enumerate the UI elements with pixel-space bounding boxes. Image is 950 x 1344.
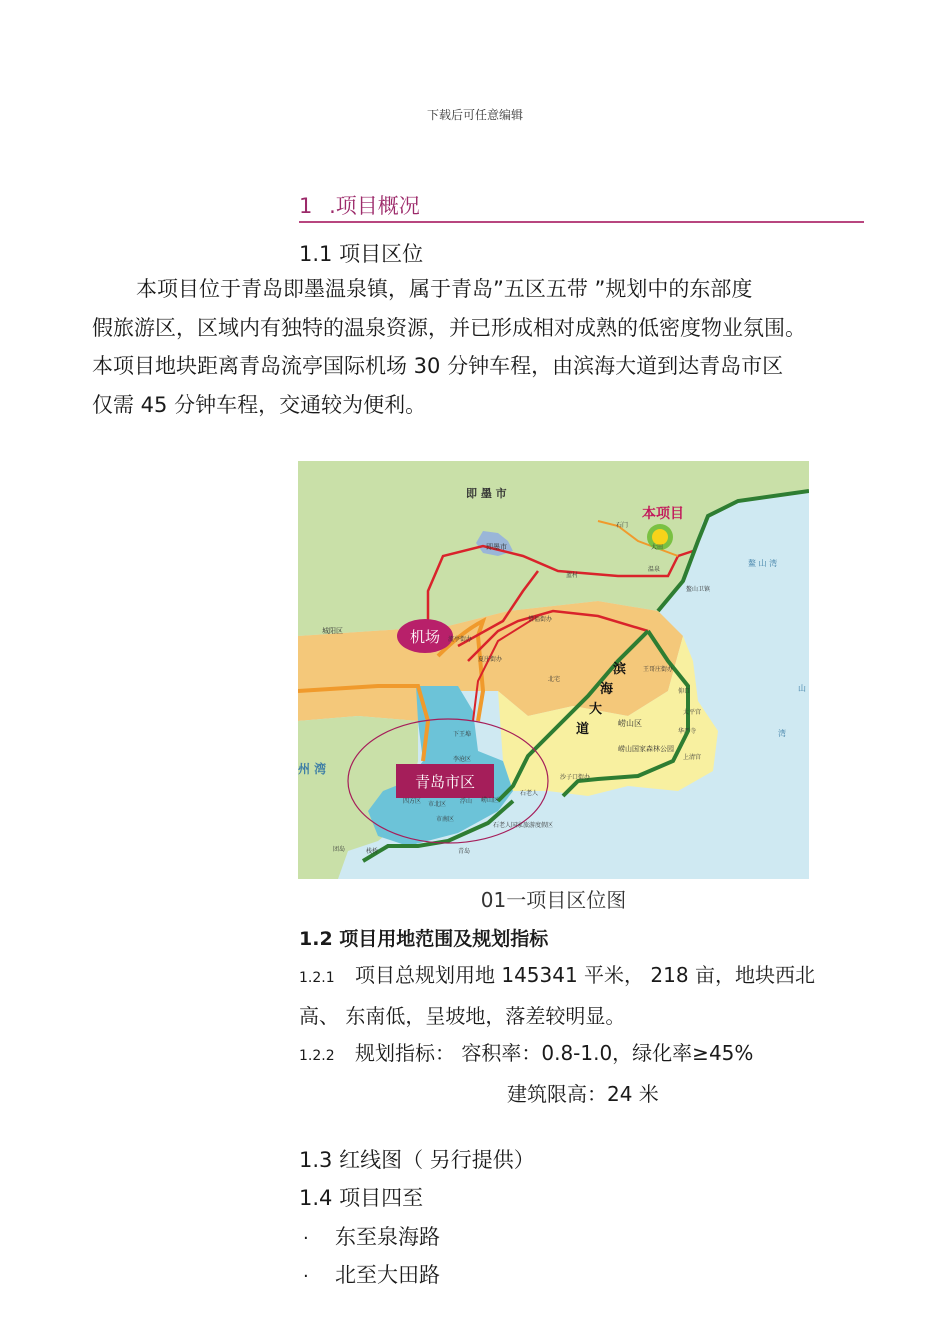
planning-item-2-line1 <box>299 1034 879 1075</box>
map-town-label: 王哥庄街办 <box>643 666 674 673</box>
map-project-icon <box>652 529 668 545</box>
map-label-binhai-road: 大 <box>589 702 603 717</box>
map-town-label: 太平宫 <box>683 709 702 716</box>
map-town-label: 青岛 <box>458 848 471 855</box>
map-label-aoshan-bay: 鳌 山 湾 <box>748 559 778 568</box>
map-label-jimo-city: 即 墨 市 <box>466 487 507 500</box>
map-town-label: 温泉 <box>648 566 661 573</box>
header-note: 下载后可任意编辑 <box>426 108 523 122</box>
location-map <box>298 461 809 879</box>
map-label-binhai-road: 海 <box>600 682 614 697</box>
item-text: 规划指标： 容积率：0.8-1.0，绿化率≥45% <box>355 1041 754 1065</box>
map-town-label: 上清宫 <box>683 754 702 761</box>
heading-1-1: 1.1 项目区位 <box>299 242 424 266</box>
map-label-jimo: 即墨市 <box>486 543 507 551</box>
paragraph-location <box>92 270 882 424</box>
map-town-label: 沙子口街办 <box>560 774 591 781</box>
map-label-binhai-road: 滨 <box>613 662 627 677</box>
map-town-label: 蓝村 <box>566 572 579 579</box>
map-town-label: 市南区 <box>436 816 455 823</box>
map-town-label: 石老人 <box>520 790 539 797</box>
paragraph-line: 本项目位于青岛即墨温泉镇，属于青岛”五区五带 ”规划中的东部度 <box>136 277 753 301</box>
heading-1-4: 1.4 项目四至 <box>299 1186 424 1210</box>
map-caption: 01一项目区位图 <box>480 888 627 912</box>
bullet-icon: · <box>303 1228 309 1249</box>
map-town-label: 崂山区 <box>481 797 500 804</box>
map-town-label: 团岛 <box>333 846 346 853</box>
map-label-laoshan-district: 崂山区 <box>618 719 642 728</box>
map-town-label: 石门 <box>616 522 629 529</box>
map-town-label: 市北区 <box>428 801 447 808</box>
paragraph-line: 假旅游区，区域内有独特的温泉资源，并已形成相对成熟的低密度物业氛围。 <box>92 315 806 340</box>
map-label-laoshan-park: 崂山国家森林公园 <box>618 745 674 753</box>
map-town-label: 流亭街办 <box>448 636 473 643</box>
map-town-label: 华严寺 <box>678 728 697 735</box>
map-label-east-sea: 山 <box>798 684 806 693</box>
map-town-label: 大田 <box>651 544 664 551</box>
planning-item-1-line1 <box>299 956 879 997</box>
map-town-label: 浮山 <box>460 798 473 805</box>
map-label-project: 本项目 <box>642 506 684 522</box>
section-number: 1 <box>299 194 313 218</box>
heading-1-2: 1.2 项目用地范围及规划指标 <box>299 928 549 950</box>
map-town-label: 惜福街办 <box>528 616 553 623</box>
bullet-icon: · <box>303 1266 309 1287</box>
map-town-label: 李沧区 <box>453 756 472 763</box>
map-town-label: 鳌山卫镇 <box>686 586 711 593</box>
map-town-label: 北宅 <box>548 676 561 683</box>
planning-item-2 <box>299 1034 879 1113</box>
paragraph-line: 仅需 45 分钟车程，交通较为便利。 <box>92 392 427 417</box>
map-label-chengyang: 城阳区 <box>322 627 343 635</box>
boundary-list-item <box>299 1259 440 1289</box>
map-label-binhai-road: 道 <box>576 722 590 737</box>
paragraph-line: 本项目地块距离青岛流亭国际机场 30 分钟车程，由滨海大道到达青岛市区 <box>92 354 784 378</box>
boundary-text: 北至大田路 <box>335 1263 440 1287</box>
map-label-east-sea: 湾 <box>778 729 786 738</box>
planning-item-2-line2: 建筑限高：24 米 <box>507 1082 659 1106</box>
planning-item-1-line2: 高、 东南低，呈坡地，落差较明显。 <box>299 1004 626 1028</box>
planning-item-1 <box>299 956 879 1035</box>
heading-1-3: 1.3 红线图（ 另行提供） <box>299 1148 535 1172</box>
section-divider <box>299 221 864 223</box>
map-label-airport: 机场 <box>409 628 441 646</box>
map-town-label: 四方区 <box>403 798 422 805</box>
map-town-label: 仰口 <box>678 688 691 695</box>
map-town-label: 石老人国家旅游度假区 <box>493 822 554 829</box>
map-town-label: 夏庄街办 <box>478 656 503 663</box>
item-text: 项目总规划用地 145341 平米， 218 亩，地块西北 <box>355 963 815 987</box>
item-number: 1.2.2 <box>299 1048 335 1064</box>
boundary-list-item <box>299 1221 440 1251</box>
map-label-qingdao: 青岛市区 <box>414 773 476 791</box>
section-title <box>299 190 420 220</box>
map-town-label: 栈桥 <box>366 848 379 855</box>
section-title-text: .项目概况 <box>329 194 420 218</box>
item-number: 1.2.1 <box>299 970 335 986</box>
boundary-text: 东至泉海路 <box>335 1225 440 1249</box>
map-label-jiaozhou-bay: 州 湾 <box>298 762 327 776</box>
map-town-label: 下王埠 <box>453 731 472 738</box>
